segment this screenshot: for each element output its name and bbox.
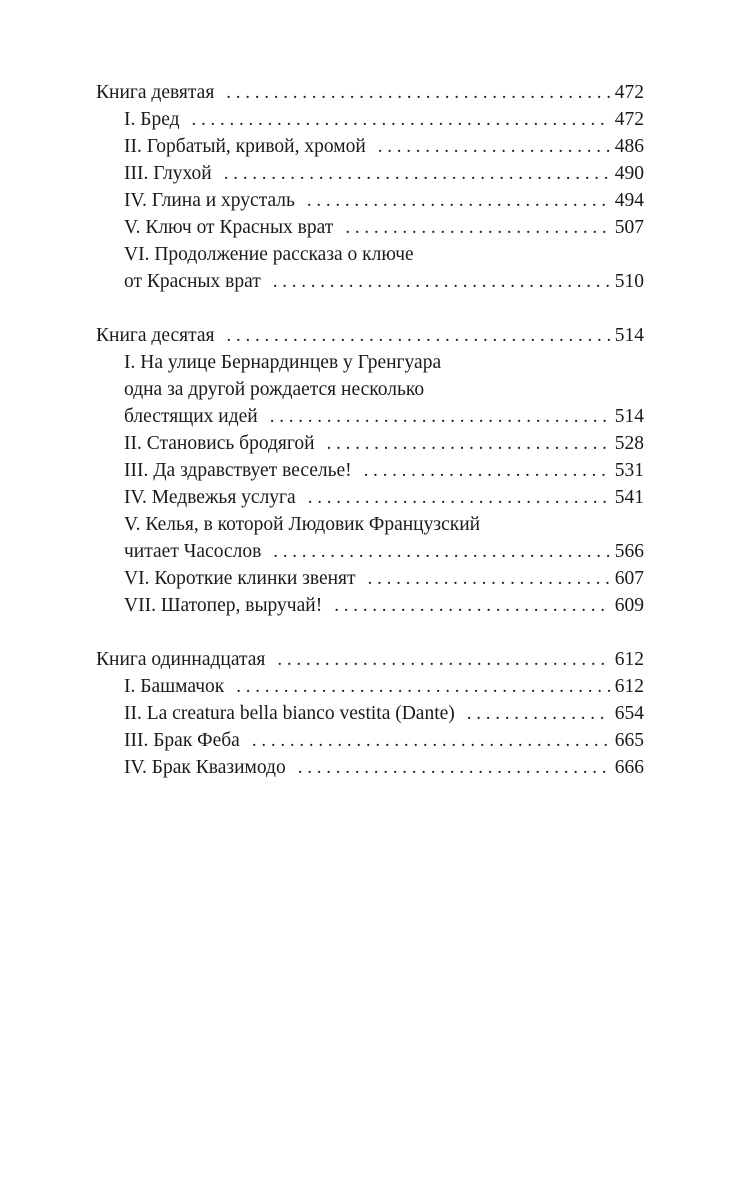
chapter-title: от Красных врат	[124, 271, 261, 292]
page-number: 666	[614, 757, 644, 778]
dot-leader	[224, 673, 610, 700]
toc-book-entry[interactable]	[96, 322, 644, 349]
dot-leader	[265, 646, 610, 673]
toc-chapter-entry[interactable]	[96, 700, 644, 727]
chapter-title: I. Башмачок	[124, 676, 225, 697]
chapter-title: одна за другой рождается несколько	[124, 379, 425, 400]
chapter-title: I. Бред	[124, 109, 180, 130]
page-number: 531	[614, 460, 644, 481]
chapter-title: II. Горбатый, кривой, хромой	[124, 136, 366, 157]
toc-book-section	[96, 646, 644, 781]
toc-chapter-entry[interactable]	[96, 160, 644, 187]
dot-leader	[258, 403, 610, 430]
page-number: 472	[614, 109, 644, 130]
dot-leader	[261, 268, 610, 295]
chapter-title: II. Становись бродягой	[124, 433, 315, 454]
page-number: 566	[614, 541, 644, 562]
chapter-title: блестящих идей	[124, 406, 258, 427]
toc-chapter-entry-continued[interactable]	[96, 268, 644, 295]
toc-chapter-entry[interactable]	[96, 214, 644, 241]
chapter-title: II. La creatura bella bianco vestita (Dante)	[124, 703, 455, 724]
dot-leader	[180, 106, 610, 133]
book-title: Книга десятая	[96, 325, 215, 346]
page-number: 510	[614, 271, 644, 292]
dot-leader	[261, 538, 610, 565]
toc-chapter-entry[interactable]	[96, 727, 644, 754]
page-number: 654	[614, 703, 644, 724]
chapter-title: VII. Шатопер, выручай!	[124, 595, 323, 616]
toc-chapter-entry[interactable]	[96, 106, 644, 133]
toc-chapter-entry[interactable]	[96, 754, 644, 781]
toc-chapter-entry[interactable]	[96, 565, 644, 592]
toc-chapter-entry[interactable]	[96, 430, 644, 457]
chapter-title: IV. Глина и хрусталь	[124, 190, 295, 211]
toc-chapter-entry[interactable]	[96, 241, 644, 268]
dot-leader	[366, 133, 610, 160]
toc-chapter-entry-continued[interactable]	[96, 538, 644, 565]
page-number: 494	[614, 190, 644, 211]
page-number: 609	[614, 595, 644, 616]
toc-chapter-entry-continued[interactable]	[96, 403, 644, 430]
page-number: 665	[614, 730, 644, 751]
dot-leader	[315, 430, 610, 457]
toc-chapter-entry[interactable]	[96, 349, 644, 376]
dot-leader	[286, 754, 610, 781]
table-of-contents	[96, 79, 644, 781]
chapter-title: VI. Продолжение рассказа о ключе	[124, 244, 414, 265]
page-number: 541	[614, 487, 644, 508]
page-number: 486	[614, 136, 644, 157]
dot-leader	[295, 187, 610, 214]
chapter-title: III. Брак Феба	[124, 730, 240, 751]
toc-book-section	[96, 79, 644, 295]
chapter-title: V. Ключ от Красных врат	[124, 217, 334, 238]
dot-leader	[455, 700, 610, 727]
dot-leader	[212, 160, 610, 187]
dot-leader	[322, 592, 610, 619]
toc-chapter-entry[interactable]	[96, 457, 644, 484]
toc-chapter-entry-continued[interactable]	[96, 376, 644, 403]
page-number: 528	[614, 433, 644, 454]
page-number: 472	[614, 82, 644, 103]
page-number: 612	[614, 676, 644, 697]
chapter-title: IV. Брак Квазимодо	[124, 757, 286, 778]
dot-leader	[214, 322, 610, 349]
toc-book-entry[interactable]	[96, 79, 644, 106]
book-title: Книга одиннадцатая	[96, 649, 266, 670]
chapter-title: III. Да здравствует веселье!	[124, 460, 352, 481]
toc-chapter-entry[interactable]	[96, 133, 644, 160]
page-number: 607	[614, 568, 644, 589]
toc-chapter-entry[interactable]	[96, 484, 644, 511]
page-number: 514	[614, 406, 644, 427]
dot-leader	[356, 565, 610, 592]
page-number: 612	[614, 649, 644, 670]
dot-leader	[333, 214, 610, 241]
dot-leader	[214, 79, 610, 106]
dot-leader	[352, 457, 610, 484]
chapter-title: читает Часослов	[124, 541, 262, 562]
toc-book-entry[interactable]	[96, 646, 644, 673]
page-number: 514	[614, 325, 644, 346]
chapter-title: IV. Медвежья услуга	[124, 487, 296, 508]
toc-chapter-entry[interactable]	[96, 673, 644, 700]
page-number: 507	[614, 217, 644, 238]
chapter-title: I. На улице Бернардинцев у Гренгуара	[124, 352, 442, 373]
chapter-title: III. Глухой	[124, 163, 212, 184]
toc-chapter-entry[interactable]	[96, 511, 644, 538]
toc-chapter-entry[interactable]	[96, 592, 644, 619]
chapter-title: VI. Короткие клинки звенят	[124, 568, 356, 589]
book-title: Книга девятая	[96, 82, 215, 103]
toc-book-section	[96, 322, 644, 619]
chapter-title: V. Келья, в которой Людовик Французский	[124, 514, 481, 535]
dot-leader	[296, 484, 610, 511]
toc-chapter-entry[interactable]	[96, 187, 644, 214]
dot-leader	[240, 727, 610, 754]
page-number: 490	[614, 163, 644, 184]
